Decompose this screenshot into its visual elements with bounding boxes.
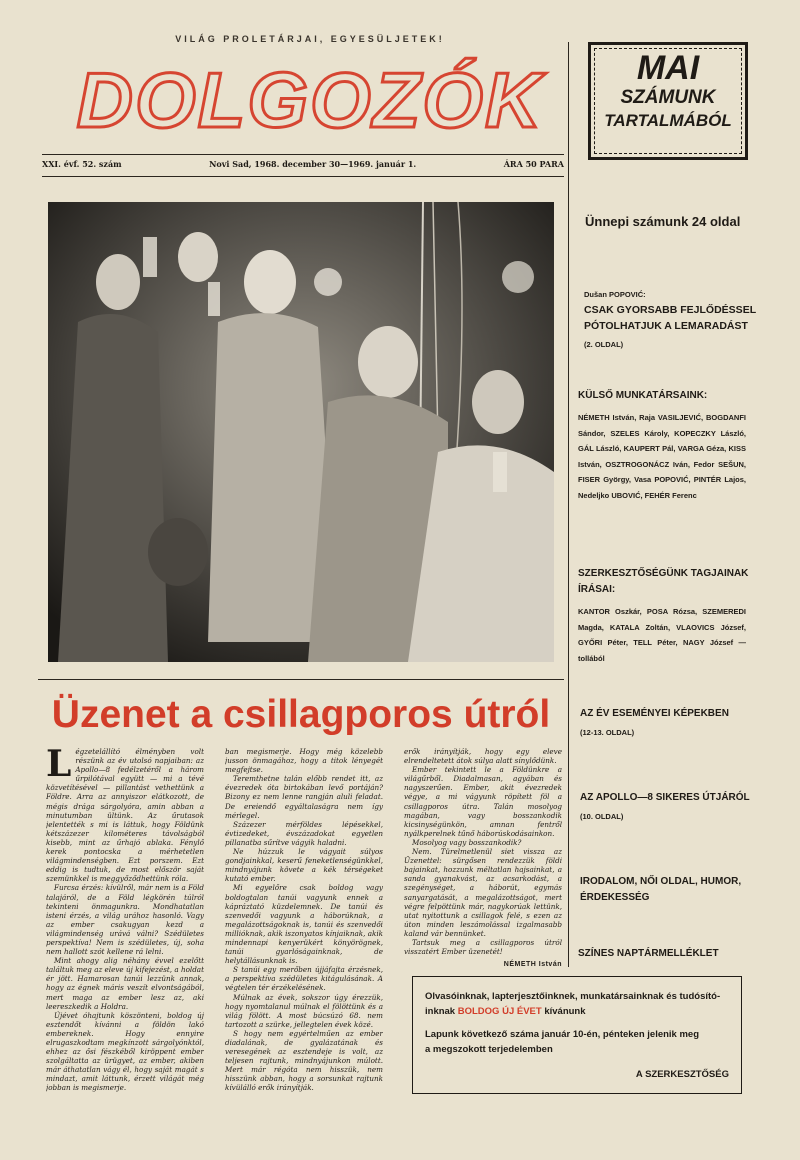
feature-block <box>584 288 764 352</box>
feature-title-1: CSAK GYORSABB FEJLŐDÉSSEL <box>584 304 757 316</box>
literature-block <box>580 874 752 906</box>
notice-line-1: Olvasóinknak, lapterjesztőinknek, munkatársainknak és tudósító- <box>425 991 721 1002</box>
apollo-page: (10. OLDAL) <box>580 812 624 821</box>
editors-heading-1: SZERKESZTŐSÉGÜNK TAGJAINAK <box>578 568 749 579</box>
party-photo-icon <box>48 202 554 662</box>
article-paragraph: ban megismerje. Hogy még közelebb jusson önmagához, hogy a titok lényegét megfejtse. <box>225 747 383 775</box>
article-paragraph: Mint ahogy alig néhány évvel ezelőtt találtuk meg az eleve új kifejezést, a holdat ér jött. Hamarosan tanúi lezzünk annak, hogy az égnek máris veszít elvontságából, mert maga az ember lesz az, aki leereszkedik a Holdra. <box>46 956 204 1011</box>
events-page: (12-13. OLDAL) <box>580 728 635 737</box>
notice-line-3: Lapunk következő száma január 10-én, pénteken jelenik meg <box>425 1029 700 1040</box>
feature-title-2: PÓTOLHATJUK A LEMARADÁST <box>584 320 748 332</box>
pages-note: Ünnepi számunk 24 oldal <box>585 214 741 229</box>
article-paragraph: Múlnak az évek, sokszor úgy érezzük, hogy nyomtalanul múlnak el fölöttünk és a világ fölött. A most búcsúzó 68. nem tartozott a szürke, jellegtelen évek közé. <box>225 992 383 1029</box>
article-paragraph: Mosolyog vagy bosszankodik? <box>412 837 522 847</box>
article-paragraph: Újévet óhajtunk köszönteni, boldog új esztendőt kívánni a földön lakó embereknek. Hogy ennyire elrugaszkodtam megkínzott sárgolyónktól, ehhez az ősi fészkéből kiröppent ember szolgáltatta az ürügyet, az ember, akiben már áthatatlan vágy él, hogy saját magát s mindazt, amit láttunk, érzett világát még jobban is megismerje. <box>46 1010 204 1093</box>
contents-title-1: MAI <box>636 49 700 87</box>
info-rule-bottom <box>42 176 564 177</box>
notice-signature: A SZERKESZTŐSÉG <box>635 1069 729 1080</box>
article-signature: NÉMETH István <box>503 961 562 969</box>
notice-line-2-post: kívánunk <box>544 1006 586 1017</box>
article-paragraph: Százezer mérföldes lépésekkel, évtizedeket, évszázadokat egyetlen pillanatba sűrítve vágyik haladni. <box>225 819 383 847</box>
literature-line-2: ÉRDEKESSÉG <box>580 892 650 903</box>
info-rule-top <box>42 154 564 155</box>
motto: VILÁG PROLETÁRJAI, EGYESÜLJETEK! <box>175 34 445 44</box>
article-paragraph: Nem. Türelmetlenül siet vissza az Üzenettel: sürgősen rendezzük földi bajainkat, hozzunk méltatlan hajsainkat, a sanda gyanakvást, az acsarkodást, a szegénységet, a háborút, egymás sanyargatását, a megalázottságot, mert végre felpöttünk már, nagykorúak lettünk, utat nyitottunk a csillagok felé, s ezen az úton minden leszámolással izgalmasabb kaland vár bennünket. <box>404 847 562 938</box>
feature-page: (2. OLDAL) <box>584 340 624 349</box>
column-divider <box>568 42 569 967</box>
contents-title-3: TARTALMÁBÓL <box>604 111 732 130</box>
issue-number: XXI. évf. 52. szám <box>42 159 122 169</box>
notice-line-2-pre: inknak <box>425 1006 456 1017</box>
issue-date: Novi Sad, 1968. december 30—1969. január 1. <box>209 159 417 169</box>
apollo-title: AZ APOLLO—8 SIKERES ÚTJÁRÓL <box>580 792 750 803</box>
issue-price: ÁRA 50 PARA <box>503 159 564 169</box>
article-paragraph: S tanúi egy merőben újjáfajta érzésnek, a perspektíva szédületes kitágulásának. A végtelen tér érzékelésének. <box>225 965 383 993</box>
contributors-list: NÉMETH István, Raja VASILJEVIĆ, BOGDANFI Sándor, SZELES Károly, KOPECZKY László, GÁL László, KAUPERT Pál, VARGA Géza, KISS István, OSZTROGONÁCZ Iván, Fedor SEŠUN, FISER György, Vasa POPOVIĆ, PINTÉR Lajos, Nedeljko UBOVIĆ, FEHÉR Ferenc <box>578 413 746 500</box>
newspaper-logo: DOLGOZÓK <box>76 56 544 144</box>
article-headline: Üzenet a csillagporos útról <box>51 693 551 736</box>
issue-info-line <box>42 159 564 173</box>
drop-cap: L <box>46 747 72 785</box>
article-paragraph: S hogy nem egyértelműen az ember diadalának, de gyalázatának és veresegének az esztendeje is volt, az teljesen rajtunk, mindnyájunkon múlott. Mert már régóta nem hisszük, nem hisszünk abban, hogy a sorsunkat rajtunk kívülálló erők irányítják. <box>225 1028 383 1093</box>
new-year-notice <box>412 976 742 1094</box>
editors-block <box>578 566 750 666</box>
article-paragraph: Ne húzzuk le vágyait súlyos gondjainkkal, keserű feneketlenségünkkel, mindnyájunk követe a kék térségeket kutató ember. <box>225 847 383 884</box>
contents-box <box>588 42 748 160</box>
headline-rule <box>38 679 564 680</box>
contributors-block <box>578 388 750 503</box>
article-column-1 <box>46 747 204 1147</box>
editors-heading-2: ÍRÁSAI: <box>578 584 616 595</box>
notice-greeting: BOLDOG ÚJ ÉVET <box>457 1006 542 1017</box>
article-paragraph: erők irányítják, hogy egy eleve elrendeltetett átok súlya alatt sínylődünk. <box>404 747 562 766</box>
contents-box-inner <box>594 48 742 154</box>
editors-list: KANTOR Oszkár, POSA Rózsa, SZEMEREDI Magda, KATALA Zoltán, VLAOVICS József, GYŐRI Péter, TELL Péter, NAGY József — tollából <box>578 607 746 663</box>
events-title: AZ ÉV ESEMÉNYEI KÉPEKBEN <box>580 708 729 719</box>
article-paragraph: égzetelállító élményben volt részünk az év utolsó napjaiban: az Apollo—8 fedélzetéről a három űrpilótával együtt — mi a tévé közvetítésével — pillantást vethettünk a Földre. Arra az annyiszor elátkozott, de mégis drága sárgolyóra, amin abban a minutumban ültünk. Az űrutasok jelentették s mi is láttuk, hogy Földünk kétszázezer kilométeres távolságból kisebb, mint az űrhajó ablaka. Fénylő kerek pontocska a mérhetetlen világmindenségben. Ezt porszem. Ezt eddig is tudtuk, de most először saját szemünkkel is meggyőződhettünk róla. <box>46 747 204 884</box>
article-paragraph: Furcsa érzés: kívülről, már nem is a Föld talajáról, de a Föld légkörén túlról tekinteni önmagunkra. Mondhatatlan isteni érzés, a világ urához hasonló. Vagy az ember csakugyan kezd a világmindenség urává válni? Szédületes perspektíva! Nem is szédületes, új, soha nem hallott szót kellene rá lelni. <box>46 883 204 957</box>
contents-title-2: SZÁMUNK <box>620 87 716 108</box>
article-paragraph: Mi egyelőre csak boldog vagy boldogtalan tanúi vagyunk ennek a kápráztató küzdelemnek. De tanúi és szenvedői vagyunk a háborúknak, a megalázottságoknak is, tanúi és szenvedői millióknak, akik iszonyatos kínjaiknak, akik mindennapi kenyerükért könyörögnek, tanúi gyarlóságainknak, de helytállásunknak is. <box>225 883 383 966</box>
article-paragraph: Ember tekintett le a Földünkre a világűrből. Diadalmasan, agyában és nagyszerűen. Ember, akit évezredek végye, a mi vágyunk röpített föl a csillagporos útra. Talán mosolyog magában, vagy bosszankodik kicsinységünkön, amnan fentről nyálkperelnek tűnő háborúskodásainkon. <box>404 765 562 838</box>
article-body <box>46 747 562 1157</box>
events-block <box>580 706 752 740</box>
feature-author: Dušan POPOVIĆ: <box>584 290 646 299</box>
article-paragraph: Tartsuk meg a csillagporos útról visszatért Ember üzenetét! <box>404 937 562 957</box>
party-photo <box>48 202 554 662</box>
contributors-heading: KÜLSŐ MUNKATÁRSAINK: <box>578 390 708 401</box>
article-column-2 <box>225 747 383 1147</box>
calendar-supplement: SZÍNES NAPTÁRMELLÉKLET <box>578 948 719 959</box>
notice-line-4: a megszokott terjedelemben <box>425 1044 553 1055</box>
apollo-block <box>580 790 752 824</box>
notice-line-2 <box>425 1004 729 1019</box>
literature-line-1: IRODALOM, NŐI OLDAL, HUMOR, <box>580 876 742 887</box>
article-paragraph: Teremthetne talán előbb rendet itt, az évezredek óta birtokában levő portáján? Bizony ez nem lenne rangján aluli feladat. De ereiendő egyáltalaságra nem így mérlegel. <box>225 774 383 820</box>
